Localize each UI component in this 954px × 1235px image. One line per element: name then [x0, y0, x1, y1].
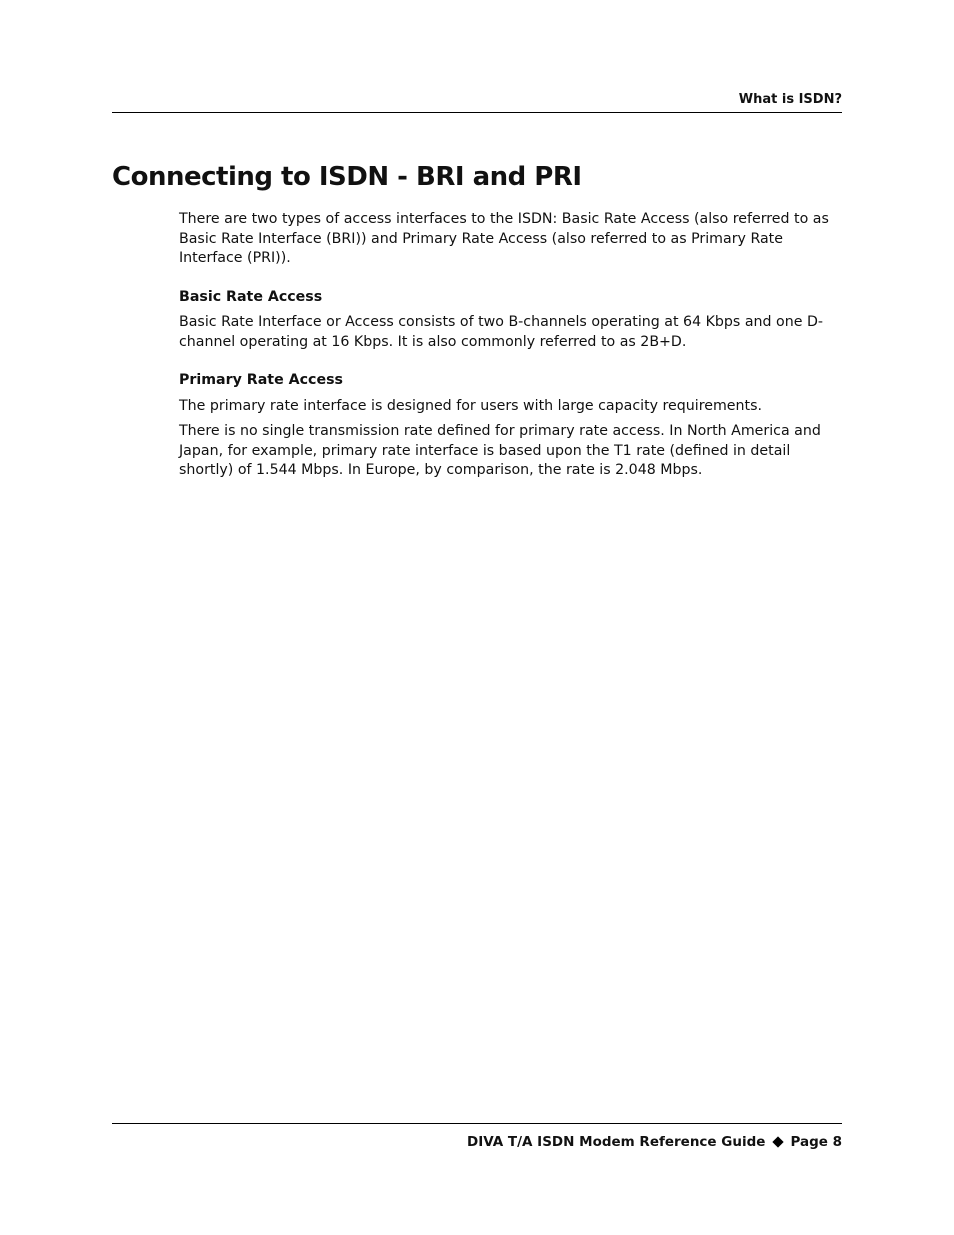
body-content [179, 210, 844, 481]
primary-rate-paragraph-1: The primary rate interface is designed for users with large capacity requirements. [179, 397, 762, 414]
diamond-icon [773, 1136, 784, 1147]
primary-rate-paragraph-2: There is no single transmission rate defined for primary rate access. In North America and Japan, for example, primary rate interface is based upon the T1 rate (defined in detail shortly) of 1.544 Mbps. In Europe, by comparison, the rate is 2.048 Mbps. [179, 423, 821, 478]
footer-text [467, 1133, 842, 1151]
running-footer [112, 1123, 842, 1150]
page-title: Connecting to ISDN - BRI and PRI [112, 162, 582, 192]
footer-guide-title: DIVA T/A ISDN Modem Reference Guide [466, 1134, 766, 1150]
header-section-title: What is ISDN? [738, 92, 842, 107]
primary-rate-heading: Primary Rate Access [179, 372, 343, 388]
footer-page-number: Page 8 [790, 1134, 842, 1150]
basic-rate-heading: Basic Rate Access [179, 288, 323, 305]
intro-paragraph: There are two types of access interfaces to the ISDN: Basic Rate Access (also referred to as Basic Rate Interface (BRI)) and Primary Rate Access (also referred to as Primary Rate Interface (PRI)). [179, 211, 829, 266]
running-header [112, 92, 842, 113]
basic-rate-paragraph: Basic Rate Interface or Access consists of two B-channels operating at 64 Kbps and one D-channel operating at 16 Kbps. It is also commonly referred to as 2B+D. [179, 314, 823, 350]
